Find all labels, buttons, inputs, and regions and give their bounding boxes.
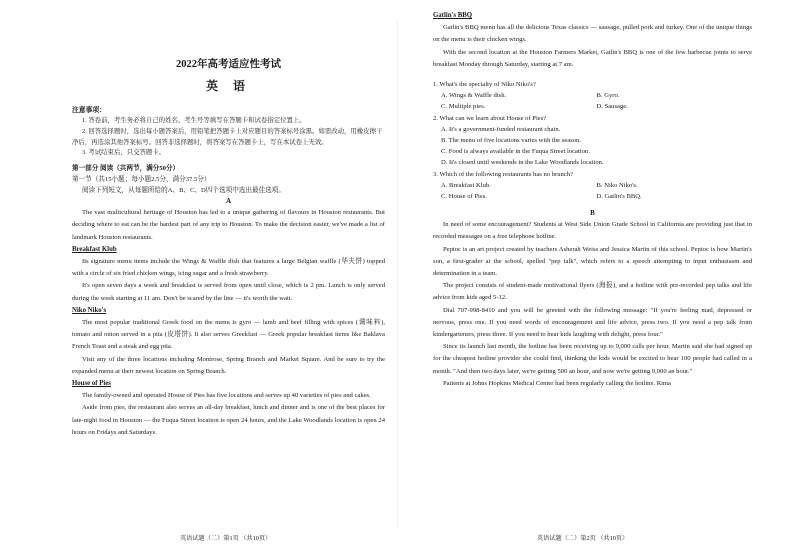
paragraph: Peptoc is an art project created by teachers Asherah Weiss and Jessica Martin of this school. Peptoc is how Martin's son, a first-grader at the school, spelled "pep talk", which refers to a speech attempting to input enthusiasm and determination in a team. bbox=[433, 245, 752, 278]
paragraph: With the second location at the Houston Farmers Market, Gatlin's BBQ is one of the few barbecue joints to serve breakfast Monday through Saturday, starting at 7 am. bbox=[433, 48, 752, 68]
paragraph: The project consists of student-made motivational flyers (海报), and a hotline with pre-recorded pep talks and life advice from kids aged 5-12. bbox=[433, 282, 752, 302]
page-2 bbox=[397, 0, 794, 550]
part-heading: 第一部分 阅读（共两节，满分50分） bbox=[72, 165, 180, 173]
exam-subject: 英 语 bbox=[205, 79, 251, 93]
passage-label-a: A bbox=[225, 197, 232, 206]
paragraph: In need of some encouragement? Students at West Side Union Grade School in California are providing just that in recorded messages on a free telephone hotline. bbox=[433, 221, 752, 241]
paragraph: Gatlin's BBQ menu has all the delicious Texas classics — sausage, pulled pork and turkey. One of the unique things on the menu is their chicken wings. bbox=[433, 24, 752, 44]
page-footer: 英语试题（二）第1页 （共10页） bbox=[180, 535, 272, 542]
option: D. It's closed until weekends in the Lake Woodlands location. bbox=[441, 159, 604, 167]
paragraph: Its signature menu items include the Wings & Waffle dish that features a large Belgian waffle (华夫饼) topped with a circle of six fried chicken wings, icing sugar and a fresh strawberry. bbox=[72, 258, 385, 278]
paragraph: The family-owned and operated House of Pies has five locations and serves up 40 varieties of pies and cakes. bbox=[82, 392, 371, 400]
restaurant-heading: Gatlin's BBQ bbox=[433, 12, 473, 19]
paragraph: Visit any of the three locations including Montrose, Spring Branch and Market Square. And be sure to try the expanded menu at their newest location on Spring Branch. bbox=[72, 355, 385, 375]
options-column bbox=[433, 124, 752, 169]
passage-label-b: B bbox=[590, 209, 595, 218]
option: B. Niko Niko's. bbox=[596, 181, 638, 189]
option: D. Sausage. bbox=[596, 103, 628, 111]
option: C. House of Pies. bbox=[441, 193, 487, 201]
passage-intro: The vast multicultural heritage of Houston has led to a unique gathering of flavours in Houston restaurants. But deciding where to eat can be the hardest part of any trip to Houston. To make the decision easier, we've made a list of landmark Houston restaurants. bbox=[72, 209, 385, 241]
option: A. It's a government-funded restaurant chain. bbox=[441, 125, 561, 133]
paragraph: Patients at Johns Hopkins Medical Center had been regularly calling the hotline. Rima bbox=[443, 379, 671, 387]
exam-title: 2022年高考适应性考试 bbox=[176, 59, 281, 70]
option: B. The menu of five locations varies with the season. bbox=[441, 137, 581, 145]
question-stem: 1. What's the specialty of Niko Niko's? bbox=[433, 81, 536, 89]
notes-heading: 注意事项： bbox=[72, 107, 106, 114]
note-item: 3. 考试结束后，只交答题卡。 bbox=[82, 149, 166, 157]
question-2 bbox=[433, 113, 752, 169]
question-1 bbox=[433, 79, 752, 113]
option: C. Multiple pies. bbox=[441, 103, 486, 111]
option: A. Wings & Waffle dish. bbox=[441, 92, 507, 100]
question-3 bbox=[433, 169, 752, 203]
option: A. Breakfast Klub. bbox=[441, 181, 491, 189]
option: B. Gyro. bbox=[596, 92, 620, 100]
instruction: 阅读下列短文，从每题所给的A、B、C、D四个选项中选出最佳选项。 bbox=[82, 187, 285, 195]
note-item: 2. 回答选择题时，选出每小题答案后，用铅笔把答题卡上对应题目的答案标号涂黑。如需改动，用橡皮擦干净后，再选涂其他答案标号。回答非选择题时，将答案写在答题卡上，写在本试卷上无效。 bbox=[72, 127, 383, 146]
option: C. Food is always available in the Fuqua Street location. bbox=[441, 148, 590, 156]
note-item: 1. 答卷前，考生务必将自己的姓名、考生号等填写在答题卡和试卷指定位置上。 bbox=[82, 117, 306, 124]
options-grid bbox=[433, 90, 752, 112]
options-grid bbox=[433, 180, 752, 202]
question-stem: 3. Which of the following restaurants has no brunch? bbox=[433, 170, 573, 178]
restaurant-heading: Niko Niko's bbox=[72, 306, 107, 314]
paragraph: Dial 707-998-8410 and you will be greeted with the following message: "If you're feeling mad, depressed or nervous, press one. If you need words of encouragement and life advice, press two. If you need a pep talk from kindergarteners, press three. If you need to hear kids laughing with delight, press four." bbox=[433, 306, 752, 339]
section-heading: 第一节（共15小题；每小题2.5分，满分37.5分） bbox=[72, 176, 211, 184]
restaurant-heading: Breakfast Klub bbox=[72, 245, 117, 253]
page-footer: 英语试题（二）第2页 （共10页） bbox=[537, 535, 629, 542]
paragraph: It's open seven days a week and breakfast is served from open until close, which is 2 pm. Lunch is only served during the week starting at 11 am. Don't be scared by the line — it's worth the wait. bbox=[72, 282, 385, 302]
paragraph: Since its launch last month, the hotline has been receiving up to 9,000 calls per hour. Martin said she had signed up for the cheapest hotline provider she could find, thinking the kids would be excited to hear 100 people had called in a month. "And then two days later, we're getting 500 an hour, and now we're getting 9,000 an hour." bbox=[433, 343, 752, 375]
question-stem: 2. What can we learn about House of Pies? bbox=[433, 114, 547, 122]
restaurant-heading: House of Pies bbox=[72, 380, 111, 388]
option: D. Gatlin's BBQ. bbox=[596, 193, 642, 201]
paragraph: The most popular traditional Greek food on the menu is gyro — lamb and beef filling with spices (调味料), tomato and onion served in a pita (皮塔饼). It also serves Greekfast — Greek popular breakfast items like Baklava French Toast and a steak and egg pita. bbox=[72, 319, 385, 351]
paragraph: Aside from pies, the restaurant also serves an all-day breakfast, lunch and dinner and is one of the best places for late-night food in Houston — the Fuqua Street location is open 24 hours, and the Lake Woodlands location is open 24 hours on Fridays and Saturdays. bbox=[72, 404, 385, 436]
